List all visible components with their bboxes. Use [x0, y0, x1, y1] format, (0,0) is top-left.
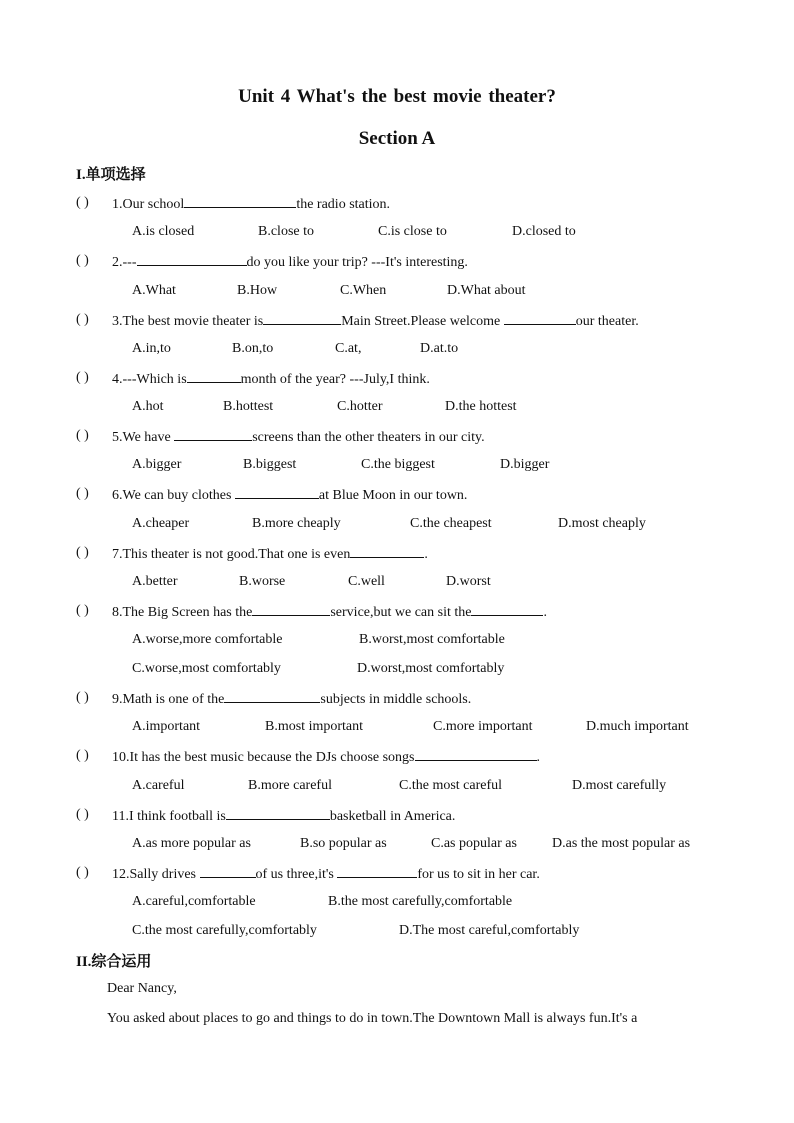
option-d[interactable]: D.at.to	[420, 341, 459, 356]
option-d[interactable]: D.worst	[446, 574, 491, 589]
answer-blank[interactable]	[350, 544, 424, 558]
answer-blank[interactable]	[252, 602, 330, 616]
answer-blank[interactable]	[224, 689, 320, 703]
answer-blank[interactable]	[263, 311, 341, 325]
answer-blank[interactable]	[226, 806, 330, 820]
answer-blank[interactable]	[184, 194, 296, 208]
option-a[interactable]: A.important	[132, 719, 201, 734]
option-d[interactable]: D.much important	[586, 719, 689, 734]
option-b[interactable]: B.so popular as	[300, 836, 387, 851]
option-d[interactable]: D.closed to	[512, 224, 576, 239]
answer-paren[interactable]: ( )	[76, 370, 89, 385]
option-c[interactable]: C.well	[348, 574, 385, 589]
page-subtitle: Section A	[358, 128, 436, 149]
option-a[interactable]: A.is closed	[132, 224, 195, 239]
option-d[interactable]: D.worst,most comfortably	[357, 661, 505, 676]
option-b[interactable]: B.the most carefully,comfortable	[328, 894, 513, 909]
question-stem: 10.It has the best music because the DJs choose songs .	[112, 747, 540, 767]
option-b[interactable]: B.How	[237, 283, 278, 298]
option-a[interactable]: A.What	[132, 283, 176, 298]
answer-blank[interactable]	[504, 311, 576, 325]
answer-paren[interactable]: ( )	[76, 486, 89, 501]
answer-blank[interactable]	[174, 427, 252, 441]
answer-blank[interactable]	[337, 864, 417, 878]
answer-paren[interactable]: ( )	[76, 545, 89, 560]
question-stem: 3.The best movie theater is Main Street.Please welcome our theater.	[112, 311, 639, 331]
answer-paren[interactable]: ( )	[76, 253, 89, 268]
answer-blank[interactable]	[200, 864, 256, 878]
option-d[interactable]: D.What about	[447, 283, 526, 298]
option-c[interactable]: C.at,	[335, 341, 362, 356]
question-stem: 7.This theater is not good.That one is even .	[112, 544, 428, 564]
option-c[interactable]: C.the most carefully,comfortably	[132, 923, 317, 938]
question-stem: 9.Math is one of the subjects in middle schools.	[112, 689, 471, 709]
option-b[interactable]: B.hottest	[223, 399, 274, 414]
option-a[interactable]: A.cheaper	[132, 516, 190, 531]
option-d[interactable]: D.most carefully	[572, 778, 667, 793]
option-c[interactable]: C.hotter	[337, 399, 383, 414]
page-title: Unit 4 What's the best movie theater?	[238, 86, 556, 107]
answer-blank[interactable]	[235, 485, 319, 499]
option-b[interactable]: B.most important	[265, 719, 363, 734]
question-stem: 8.The Big Screen has the service,but we can sit the .	[112, 602, 547, 622]
option-c[interactable]: C.more important	[433, 719, 533, 734]
answer-blank[interactable]	[187, 369, 241, 383]
option-b[interactable]: B.more cheaply	[252, 516, 341, 531]
option-a[interactable]: A.careful,comfortable	[132, 894, 256, 909]
option-b[interactable]: B.on,to	[232, 341, 274, 356]
question-stem: 11.I think football is basketball in America.	[112, 806, 455, 826]
option-b[interactable]: B.close to	[258, 224, 314, 239]
option-a[interactable]: A.better	[132, 574, 178, 589]
answer-paren[interactable]: ( )	[76, 807, 89, 822]
option-b[interactable]: B.worst,most comfortable	[359, 632, 505, 647]
option-d[interactable]: D.The most careful,comfortably	[399, 923, 580, 938]
option-a[interactable]: A.worse,more comfortable	[132, 632, 283, 647]
option-b[interactable]: B.more careful	[248, 778, 332, 793]
option-c[interactable]: C.When	[340, 283, 387, 298]
option-b[interactable]: B.biggest	[243, 457, 297, 472]
section-heading-2: II.综合运用	[76, 954, 152, 970]
option-d[interactable]: D.the hottest	[445, 399, 517, 414]
option-a[interactable]: A.careful	[132, 778, 185, 793]
option-c[interactable]: C.the biggest	[361, 457, 435, 472]
option-a[interactable]: A.as more popular as	[132, 836, 251, 851]
option-c[interactable]: C.the most careful	[399, 778, 503, 793]
question-stem: 2.--- do you like your trip? ---It's interesting.	[112, 252, 468, 272]
letter-paragraph: You asked about places to go and things to do in town.The Downtown Mall is always fun.It's a	[107, 1011, 638, 1026]
option-b[interactable]: B.worse	[239, 574, 286, 589]
answer-paren[interactable]: ( )	[76, 748, 89, 763]
question-stem: 5.We have screens than the other theaters in our city.	[112, 427, 485, 447]
answer-blank[interactable]	[471, 602, 543, 616]
answer-paren[interactable]: ( )	[76, 690, 89, 705]
option-d[interactable]: D.most cheaply	[558, 516, 646, 531]
option-c[interactable]: C.the cheapest	[410, 516, 492, 531]
question-stem: 4.---Which is month of the year? ---July,I think.	[112, 369, 430, 389]
answer-paren[interactable]: ( )	[76, 603, 89, 618]
section-heading-1: I.单项选择	[76, 167, 146, 183]
option-c[interactable]: C.as popular as	[431, 836, 517, 851]
answer-paren[interactable]: ( )	[76, 865, 89, 880]
option-a[interactable]: A.in,to	[132, 341, 171, 356]
option-a[interactable]: A.bigger	[132, 457, 182, 472]
answer-paren[interactable]: ( )	[76, 195, 89, 210]
option-d[interactable]: D.as the most popular as	[552, 836, 691, 851]
letter-greeting: Dear Nancy,	[107, 981, 177, 996]
question-stem: 1.Our school the radio station.	[112, 194, 390, 214]
answer-paren[interactable]: ( )	[76, 428, 89, 443]
question-stem: 12.Sally drives of us three,it's for us to sit in her car.	[112, 864, 540, 884]
question-stem: 6.We can buy clothes at Blue Moon in our town.	[112, 485, 467, 505]
answer-paren[interactable]: ( )	[76, 312, 89, 327]
option-d[interactable]: D.bigger	[500, 457, 550, 472]
answer-blank[interactable]	[137, 252, 247, 266]
option-c[interactable]: C.is close to	[378, 224, 447, 239]
option-a[interactable]: A.hot	[132, 399, 164, 414]
option-c[interactable]: C.worse,most comfortably	[132, 661, 281, 676]
answer-blank[interactable]	[415, 747, 537, 761]
